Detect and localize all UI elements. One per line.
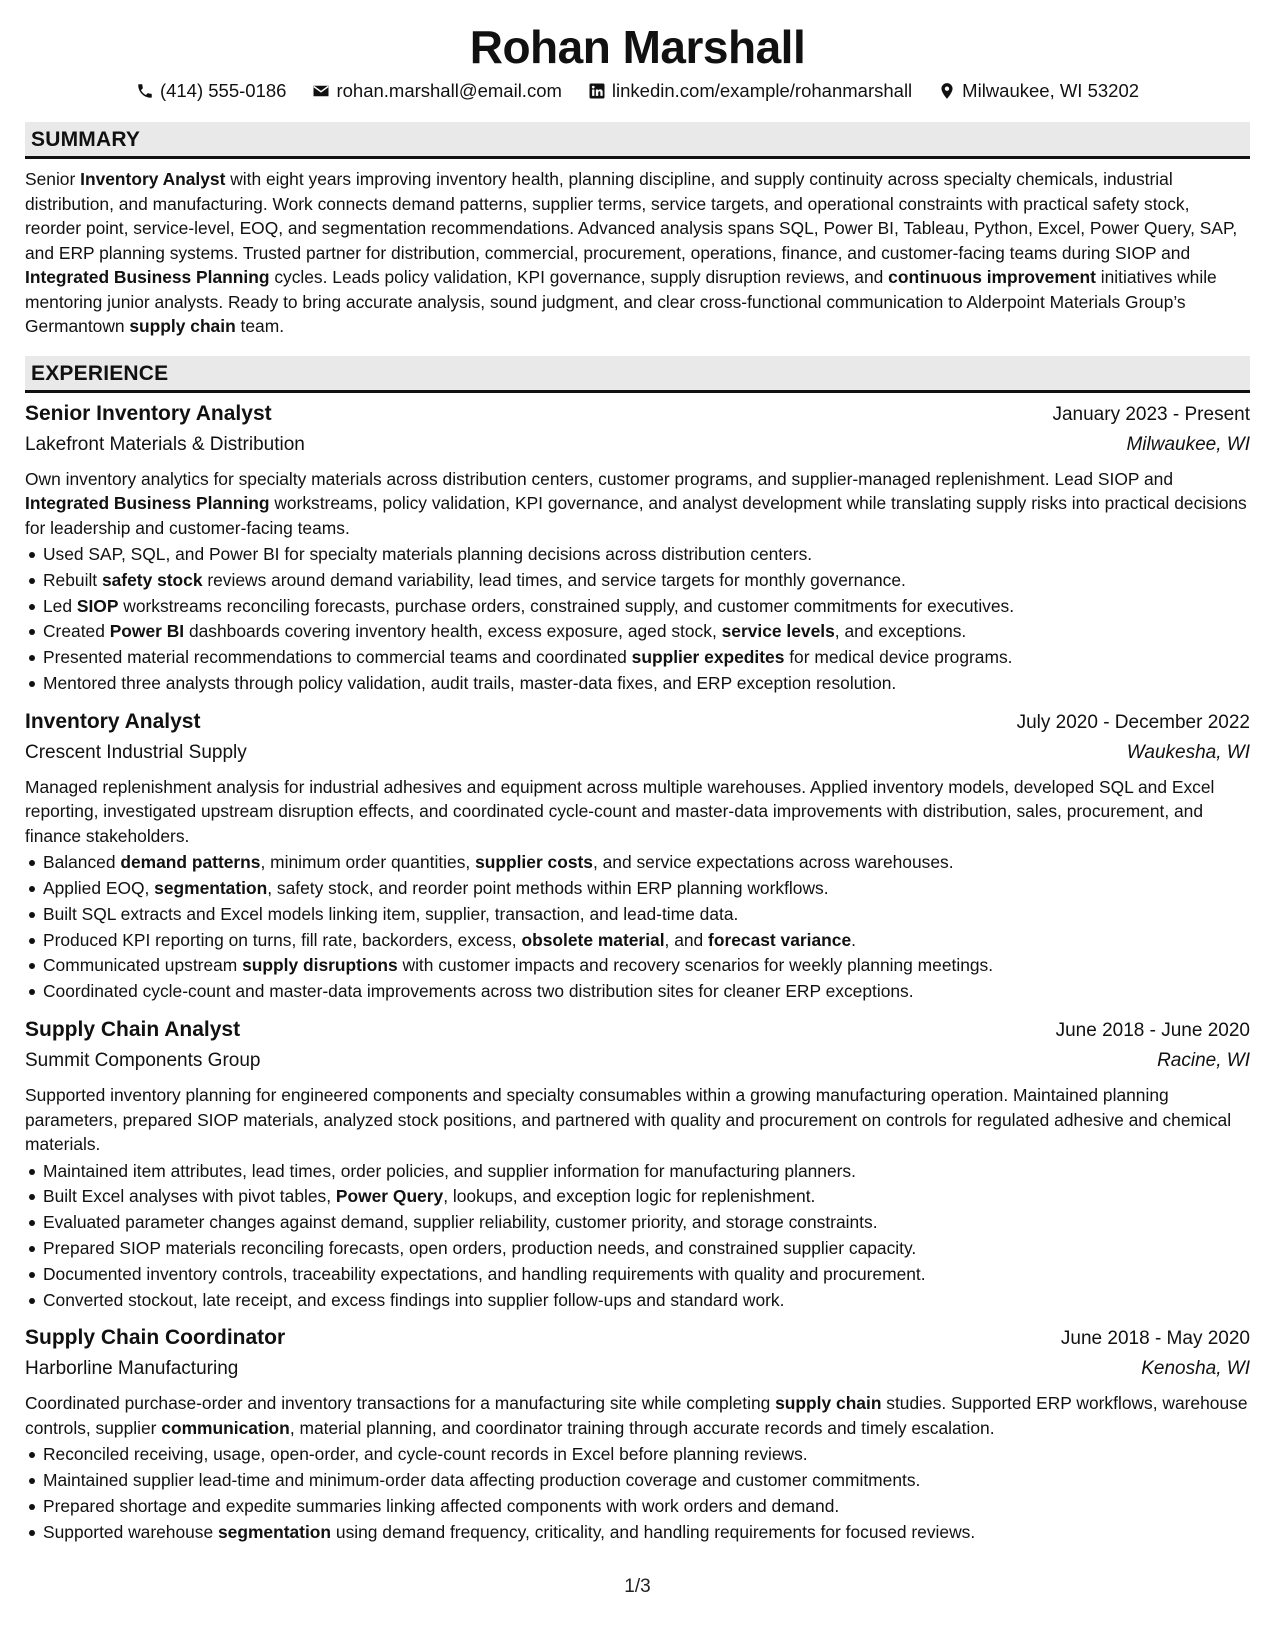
bullet-item: Evaluated parameter changes against demand, supplier reliability, customer priority, and storage constraints. <box>25 1210 1250 1236</box>
bullet-item: Prepared SIOP materials reconciling forecasts, open orders, production needs, and constrained supplier capacity. <box>25 1236 1250 1262</box>
bullet-item: Built SQL extracts and Excel models linking item, supplier, transaction, and lead-time data. <box>25 902 1250 928</box>
location-pin-icon <box>938 82 956 100</box>
job-title: Supply Chain Analyst <box>25 1018 241 1042</box>
emphasis-keyword: continuous improvement <box>888 267 1096 287</box>
job-description: Coordinated purchase-order and inventory transactions for a manufacturing site while completing supply chain studies. Supported ERP workflows, warehouse controls, supplier communication, material planning, and coordinator training through accurate records and timely escalation. <box>25 1393 1248 1438</box>
bullet-item: Communicated upstream supply disruptions with customer impacts and recovery scenarios for weekly planning meetings. <box>25 953 1250 979</box>
job-dates: January 2023 - Present <box>1052 403 1250 425</box>
resume-page <box>25 18 1250 1546</box>
job-title: Inventory Analyst <box>25 709 201 733</box>
emphasis-keyword: segmentation <box>218 1521 332 1542</box>
bullet-item: Mentored three analysts through policy validation, audit trails, master-data fixes, and ERP exception resolution. <box>25 671 1250 697</box>
job-description: Supported inventory planning for engineered components and specialty consumables within a growing manufacturing operation. Maintained planning parameters, prepared SIOP materials, analyzed stock positions, and partnered with quality and procurement on controls for regulated adhesive and chemical materials. <box>25 1085 1232 1155</box>
job-company: Summit Components Group <box>25 1050 261 1072</box>
bullet-item: Produced KPI reporting on turns, fill rate, backorders, excess, obsolete material, and forecast variance. <box>25 928 1250 954</box>
job-dates: June 2018 - June 2020 <box>1055 1020 1250 1042</box>
phone-text: (414) 555-0186 <box>159 80 287 101</box>
job-bullets <box>25 542 1250 697</box>
emphasis-keyword: Power BI <box>109 621 185 642</box>
job-header <box>25 399 1250 430</box>
bullet-item: Presented material recommendations to commercial teams and coordinated supplier expedites for medical device programs. <box>25 645 1250 671</box>
linkedin-text[interactable]: linkedin.com/example/rohanmarshall <box>611 80 913 101</box>
job-title: Senior Inventory Analyst <box>25 401 272 425</box>
bullet-item: Maintained supplier lead-time and minimum-order data affecting production coverage and customer commitments. <box>25 1468 1250 1494</box>
bullet-item: Rebuilt safety stock reviews around demand variability, lead times, and service targets for monthly governance. <box>25 568 1250 594</box>
job-bullets <box>25 850 1250 1005</box>
location-text: Milwaukee, WI 53202 <box>962 80 1140 101</box>
summary-heading: SUMMARY <box>25 122 1250 159</box>
bullet-item: Used SAP, SQL, and Power BI for specialty materials planning decisions across distribution centers. <box>25 542 1250 568</box>
job-subheader <box>25 430 1250 460</box>
job-subheader <box>25 738 1250 768</box>
job-header <box>25 707 1250 738</box>
emphasis-keyword: demand patterns <box>120 852 261 873</box>
bullet-item: Documented inventory controls, traceability expectations, and handling requirements with quality and procurement. <box>25 1262 1250 1288</box>
job-description: Managed replenishment analysis for industrial adhesives and equipment across multiple warehouses. Applied inventory models, developed SQL and Excel reporting, investigated upstream disruption effects, and coordinated cycle-count and master-data improvements with distribution, sales, procurement, and finance stakeholders. <box>25 776 1215 846</box>
bullet-item: Converted stockout, late receipt, and excess findings into supplier follow-ups and standard work. <box>25 1288 1250 1314</box>
contact-bar <box>25 78 1250 104</box>
email-icon <box>312 82 330 100</box>
job-entry <box>25 399 1250 697</box>
experience-list <box>25 399 1250 1546</box>
emphasis-keyword: supplier expedites <box>631 647 785 668</box>
job-company: Lakefront Materials & Distribution <box>25 433 305 455</box>
bullet-item: Supported warehouse segmentation using demand frequency, criticality, and handling requirements for focused reviews. <box>25 1520 1250 1546</box>
bullet-item: Prepared shortage and expedite summaries linking affected components with work orders and demand. <box>25 1494 1250 1520</box>
job-header <box>25 1015 1250 1046</box>
contact-linkedin[interactable] <box>588 78 912 104</box>
job-location: Waukesha, WI <box>1126 741 1250 763</box>
bullet-item: Built Excel analyses with pivot tables, Power Query, lookups, and exception logic for replenishment. <box>25 1184 1250 1210</box>
emphasis-keyword: supply chain <box>775 1393 882 1414</box>
job-title: Supply Chain Coordinator <box>25 1326 286 1350</box>
emphasis-keyword: Integrated Business Planning <box>25 493 270 513</box>
bullet-item: Maintained item attributes, lead times, order policies, and supplier information for manufacturing planners. <box>25 1159 1250 1185</box>
emphasis-keyword: segmentation <box>154 878 268 899</box>
phone-icon <box>136 82 154 100</box>
emphasis-keyword: forecast variance <box>708 929 852 950</box>
emphasis-keyword: supplier costs <box>475 852 593 873</box>
bullet-item: Balanced demand patterns, minimum order quantities, supplier costs, and service expectations across warehouses. <box>25 850 1250 876</box>
job-location: Kenosha, WI <box>1141 1358 1250 1380</box>
contact-location <box>938 78 1139 104</box>
contact-phone <box>136 78 287 104</box>
job-dates: June 2018 - May 2020 <box>1060 1328 1250 1350</box>
job-entry <box>25 707 1250 1005</box>
job-subheader <box>25 1046 1250 1076</box>
emphasis-keyword: service levels <box>721 621 835 642</box>
job-description: Own inventory analytics for specialty materials across distribution centers, customer programs, and supplier-managed replenishment. Lead SIOP and Integrated Business Planning workstreams, policy validation, KPI governance, and analyst development while translating supply risks into practical decisions for leadership and customer-facing teams. <box>25 468 1247 538</box>
bullet-item: Applied EOQ, segmentation, safety stock, and reorder point methods within ERP planning workflows. <box>25 876 1250 902</box>
job-company: Crescent Industrial Supply <box>25 741 247 763</box>
job-header <box>25 1323 1250 1354</box>
contact-email[interactable] <box>312 78 561 104</box>
emphasis-keyword: Integrated Business Planning <box>25 267 270 287</box>
job-subheader <box>25 1354 1250 1384</box>
emphasis-keyword: obsolete material <box>521 929 665 950</box>
bullet-item: Coordinated cycle-count and master-data improvements across two distribution sites for cleaner ERP exceptions. <box>25 979 1250 1005</box>
job-entry <box>25 1323 1250 1545</box>
job-bullets <box>25 1442 1250 1545</box>
emphasis-keyword: safety stock <box>101 569 203 590</box>
linkedin-icon <box>588 82 606 100</box>
bullet-item: Created Power BI dashboards covering inventory health, excess exposure, aged stock, service levels, and exceptions. <box>25 619 1250 645</box>
emphasis-keyword: communication <box>161 1417 290 1438</box>
job-bullets <box>25 1159 1250 1314</box>
bullet-item: Led SIOP workstreams reconciling forecasts, purchase orders, constrained supply, and customer commitments for executives. <box>25 594 1250 620</box>
summary-text: Senior Inventory Analyst with eight years improving inventory health, planning discipline, and supply continuity across specialty chemicals, industrial distribution, and manufacturing. Work connects demand patterns, supplier terms, service targets, and operational constraints with practical safety stock, reorder point, service-level, EOQ, and segmentation recommendations. Advanced analysis spans SQL, Power BI, Tableau, Python, Excel, Power Query, SAP, and ERP planning systems. Trusted partner for distribution, commercial, procurement, operations, finance, and customer-facing teams during SIOP and Integrated Business Planning cycles. Leads policy validation, KPI governance, supply disruption reviews, and continuous improvement initiatives while mentoring junior analysts. Ready to bring accurate analysis, sound judgment, and clear cross-functional communication to Alderpoint Materials Group’s Germantown supply chain team. <box>25 169 1238 336</box>
emphasis-keyword: supply disruptions <box>242 955 398 976</box>
job-location: Milwaukee, WI <box>1126 433 1250 455</box>
emphasis-keyword: Inventory Analyst <box>80 169 226 189</box>
emphasis-keyword: supply chain <box>129 316 236 336</box>
email-text[interactable]: rohan.marshall@email.com <box>336 80 562 101</box>
job-location: Racine, WI <box>1157 1050 1250 1072</box>
experience-heading: EXPERIENCE <box>25 356 1250 393</box>
emphasis-keyword: Power Query <box>335 1186 444 1207</box>
emphasis-keyword: SIOP <box>76 595 119 616</box>
job-company: Harborline Manufacturing <box>25 1358 239 1380</box>
job-entry <box>25 1015 1250 1313</box>
job-dates: July 2020 - December 2022 <box>1016 711 1250 733</box>
bullet-item: Reconciled receiving, usage, open-order, and cycle-count records in Excel before planning reviews. <box>25 1442 1250 1468</box>
page-number: 1/3 <box>624 1576 651 1597</box>
candidate-name: Rohan Marshall <box>469 21 806 73</box>
